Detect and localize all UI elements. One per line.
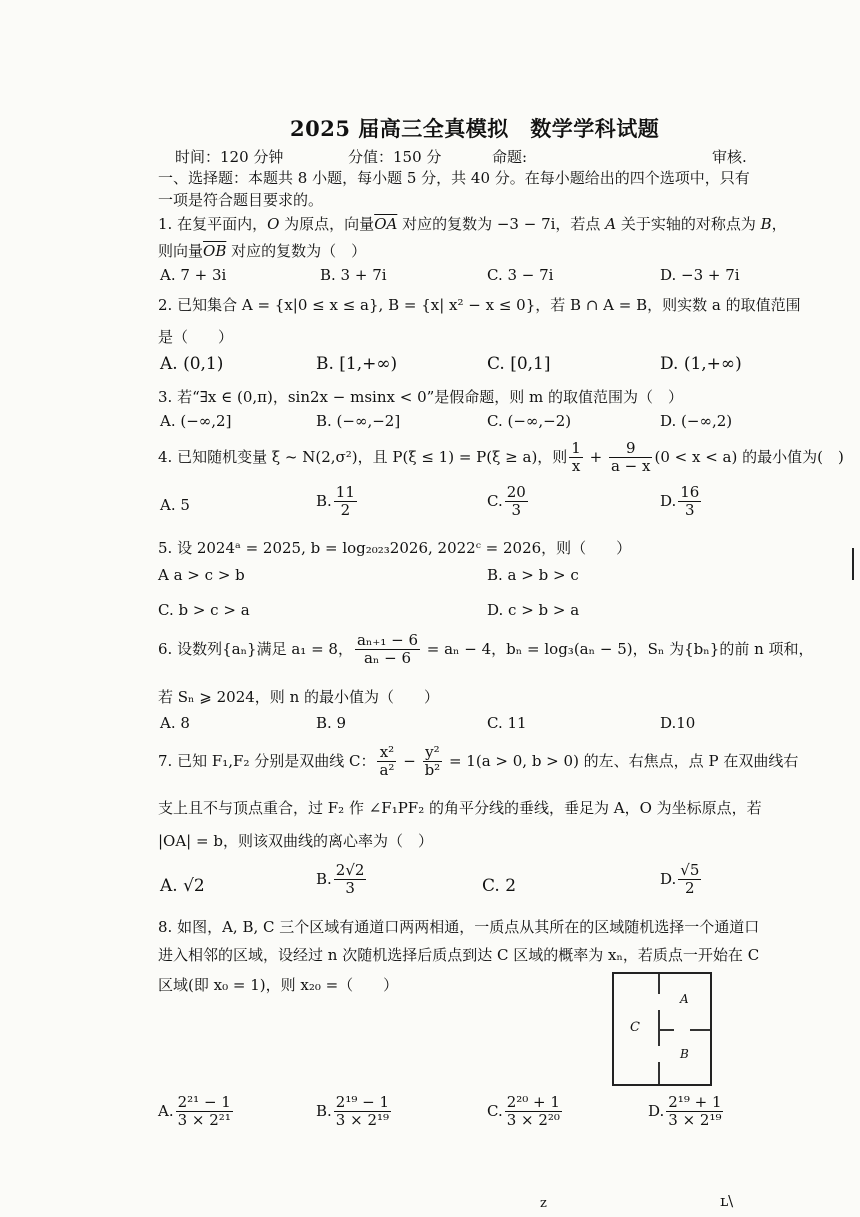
q3-option-a: A. (−∞,2] [160, 412, 232, 430]
exam-score: 分值：150 分 [348, 148, 442, 166]
q2-line1: 2. 已知集合 A = {x|0 ≤ x ≤ a}, B = {x| x² − x ≤ 0}，若 B ∩ A = B，则实数 a 的取值范围 [158, 296, 801, 314]
section-instructions-1: 一、选择题：本题共 8 小题，每小题 5 分，共 40 分。在每小题给出的四个选项中，只有 [158, 169, 750, 187]
q5-option-a: A a > c > b [158, 566, 245, 584]
q7-line1: 7. 已知 F₁,F₂ 分别是双曲线 C： $\frac{\text{x²}}{\text{a²}}$ − $\frac{\text{y²}}{\text{b²}}$ = 1(a > 0, b > 0) 的左、右焦点，点 P 在双曲线右 [158, 743, 799, 780]
footer-mark: ʟ\ [720, 1192, 734, 1210]
q6-option-c: C. 11 [487, 714, 527, 732]
q3-option-c: C. (−∞,−2) [487, 412, 572, 430]
q1-line2: 则向量$\overline{OB}$ 对应的复数为（ ） [158, 242, 367, 260]
diagram-wall [660, 1029, 674, 1031]
q6-line1: 6. 设数列{aₙ}满足 a₁ = 8， $\frac{\text{aₙ₊₁ − 6}}{\text{aₙ − 6}}$ = aₙ − 4，bₙ = log₃(aₙ − 5)，Sₙ 为{bₙ}的前 n 项和， [158, 631, 814, 668]
region-c-label: C [630, 1020, 640, 1035]
q5-option-b: B. a > b > c [487, 566, 579, 584]
region-diagram [612, 972, 712, 1086]
q7-option-b: B. $\frac{2√2}{3}$ [316, 861, 365, 898]
q8-line2: 进入相邻的区域，设经过 n 次随机选择后质点到达 C 区域的概率为 xₙ，若质点一开始在 C [158, 946, 760, 964]
q4-line: 4. 已知随机变量 ξ ~ N(2,σ²)，且 P(ξ ≤ 1) = P(ξ ≥ a)，则 $\frac{1}{x}$ + $\frac{9}{a - x}$ (0 < x < a) 的最小值为( ) [158, 439, 844, 476]
q1-option-d: D. −3 + 7i [660, 266, 740, 284]
scan-artifact [852, 548, 854, 580]
q8-line1: 8. 如图，A, B, C 三个区域有通道口两两相通，一质点从其所在的区域随机选择一个通道口 [158, 918, 760, 936]
q7-option-d: D. $\frac{√5}{2}$ [660, 861, 700, 898]
q3-option-b: B. (−∞,−2] [316, 412, 401, 430]
diagram-wall [690, 1029, 710, 1031]
q4-option-b: B. $\frac{11}{2}$ [316, 483, 355, 520]
q8-option-c: C. $\frac{\text{2²⁰ + 1}}{\text{3 × 2²⁰}}$ [487, 1093, 560, 1130]
exam-reviewer: 审核. [712, 148, 747, 166]
q1-option-c: C. 3 − 7i [487, 266, 554, 284]
diagram-wall [658, 1010, 660, 1046]
q7-option-a: A. √2 [160, 876, 205, 896]
q8-option-b: B. $\frac{\text{2¹⁹ − 1}}{\text{3 × 2¹⁹}}$ [316, 1093, 390, 1130]
q3-line: 3. 若“∃x ∈ (0,π)，sin2x − msinx < 0”是假命题，则 m 的取值范围为（ ） [158, 388, 684, 406]
section-instructions-2: 一项是符合题目要求的。 [158, 191, 324, 209]
q1-option-b: B. 3 + 7i [320, 266, 387, 284]
q2-option-a: A. (0,1) [160, 354, 224, 374]
footer-mark: z [540, 1196, 547, 1211]
q1-line1: 1. 在复平面内，O 为原点，向量$\overline{OA}$ 对应的复数为 −3 − 7i，若点 A 关于实轴的对称点为 B， [158, 215, 787, 233]
q6-option-d: D.10 [660, 714, 696, 732]
diagram-wall [658, 974, 660, 994]
q8-option-a: A. $\frac{\text{2²¹ − 1}}{\text{3 × 2²¹}}$ [158, 1093, 231, 1130]
q1-option-a: A. 7 + 3i [160, 266, 227, 284]
q5-line: 5. 设 2024ᵃ = 2025, b = log₂₀₂₃2026, 2022ᶜ = 2026，则（ ） [158, 539, 632, 557]
q6-option-a: A. 8 [160, 714, 190, 732]
q7-line3: |OA| = b，则该双曲线的离心率为（ ） [158, 832, 433, 850]
q7-option-c: C. 2 [482, 876, 517, 896]
exam-setter: 命题: [492, 148, 528, 166]
q4-option-c: C. $\frac{20}{3}$ [487, 483, 526, 520]
diagram-wall [658, 1062, 660, 1084]
region-a-label: A [680, 992, 689, 1006]
q4-option-d: D. $\frac{16}{3}$ [660, 483, 700, 520]
q6-line2: 若 Sₙ ⩾ 2024，则 n 的最小值为（ ） [158, 688, 440, 706]
q5-option-d: D. c > b > a [487, 601, 580, 619]
q4-option-a: A. 5 [160, 496, 190, 514]
region-b-label: B [680, 1047, 689, 1061]
q2-option-d: D. (1,+∞) [660, 354, 742, 374]
q8-option-d: D. $\frac{\text{2¹⁹ + 1}}{\text{3 × 2¹⁹}}$ [648, 1093, 722, 1130]
q7-line2: 支上且不与顶点重合，过 F₂ 作 ∠F₁PF₂ 的角平分线的垂线，垂足为 A，O 为坐标原点，若 [158, 799, 762, 817]
q3-option-d: D. (−∞,2) [660, 412, 733, 430]
exam-time: 时间：120 分钟 [175, 148, 284, 166]
q5-option-c: C. b > c > a [158, 601, 250, 619]
q2-option-c: C. [0,1] [487, 354, 551, 374]
q2-option-b: B. [1,+∞) [316, 354, 398, 374]
q8-line3: 区域(即 x₀ = 1)，则 x₂₀ =（ ） [158, 976, 399, 994]
q2-line2: 是（ ） [158, 328, 234, 346]
page-title: 2025 届高三全真模拟 数学学科试题 [290, 116, 660, 141]
q6-option-b: B. 9 [316, 714, 347, 732]
